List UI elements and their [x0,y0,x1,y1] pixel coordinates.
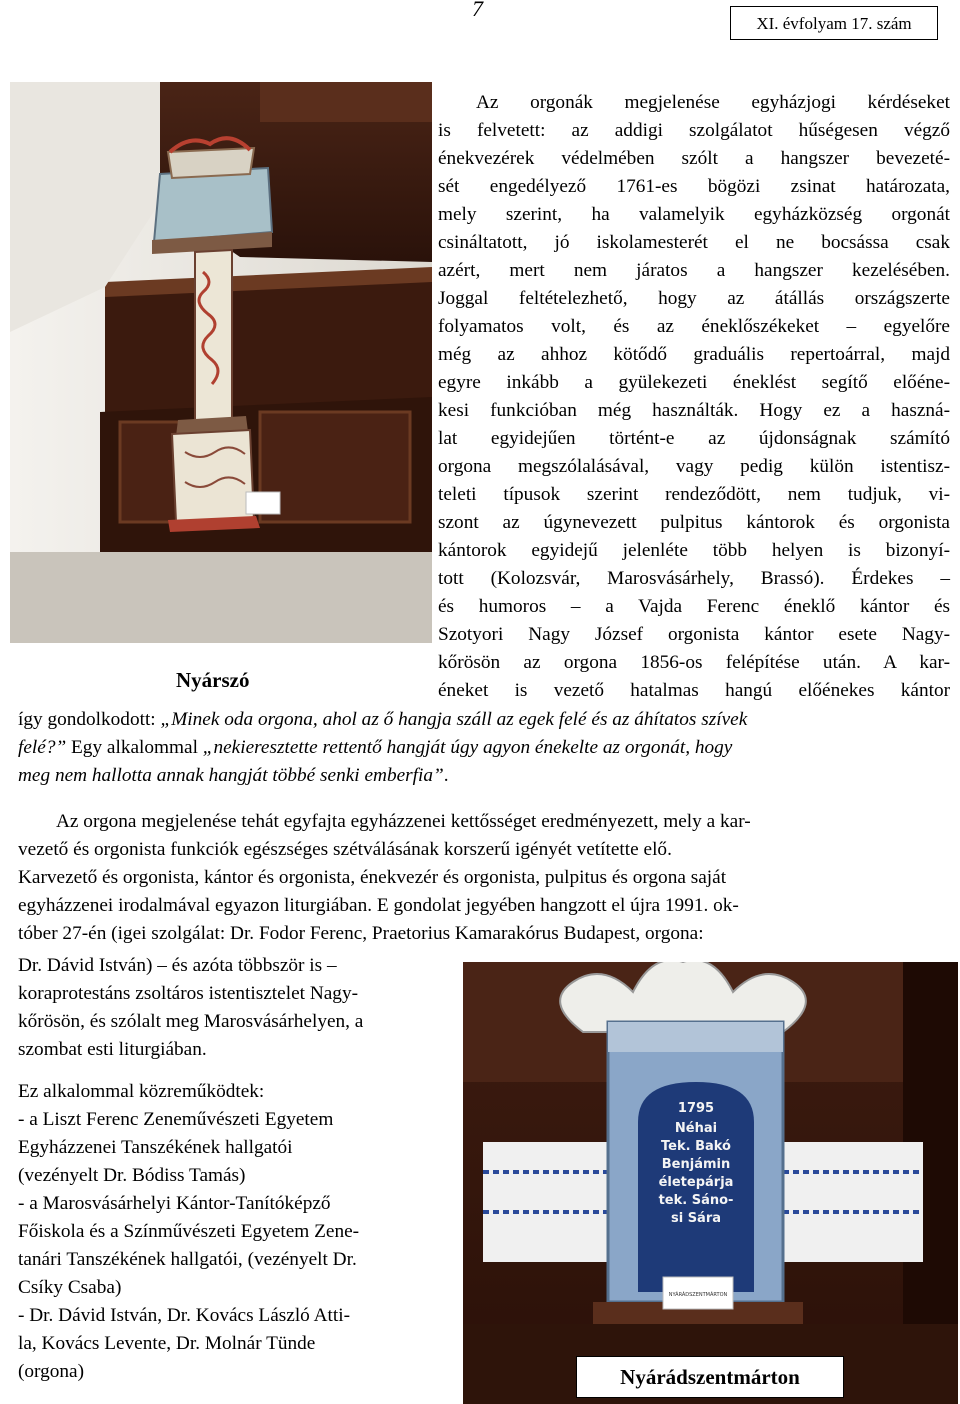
list-item: - Dr. Dávid István, Dr. Kovács László Atti- [18,1305,350,1326]
text-line: is felvetett: az addigi szolgálatot hűségesen végző [438,120,950,141]
photo-nyaradszentmarton [463,962,958,1404]
text-line: kőrösön, és szólalt meg Marosvásárhelyen, a [18,1011,364,1032]
text-line: kőrösön az orgona 1856-os felépítése után. A kar- [438,652,950,673]
text-line: Joggal feltételezhető, hogy az átállás országszerte [438,288,950,309]
list-item: Főiskola és a Színművészeti Egyetem Zene- [18,1221,360,1242]
text-line: azért, mert nem járatos a hangszer kezelésében. [438,260,950,281]
list-heading: Ez alkalommal közreműködtek: [18,1081,265,1102]
list-item: Egyházzenei Tanszékének hallgatói [18,1137,293,1158]
inscription-line: Néhai [674,1121,718,1136]
text-line: Az orgonák megjelenése egyházjogi kérdéseket [476,92,950,113]
quote-line-1 [18,706,747,734]
text-line: Dr. Dávid István) – és azóta többször is – [18,955,337,976]
caption-nyarszo: Nyárszó [176,668,250,692]
text-line: még az ahhoz kötődő graduális repertoárral, majd [438,344,950,365]
text-line: folyamatos volt, és az éneklőszékeket – egyelőre [438,316,950,337]
inscription-line: Tek. Bakó [661,1139,731,1154]
quote-text: „Minek oda orgona, ahol az ő hangja száll az egek felé és az áhítatos szívek [160,709,748,730]
text-line: kesi funkcióban még használták. Hogy ez a haszná- [438,400,950,421]
inscription-line: si Sára [670,1211,722,1226]
text-line: énekvezérek védelmében szólt a hangszer bevezeté- [438,148,950,169]
inscription-line: életepárja [658,1175,734,1190]
text-line: vezető és orgonista funkciók egészséges szétválásának korszerű igényét vetítette elő. [18,839,672,860]
text-line: szombat esti liturgiában. [18,1039,207,1060]
text: Egy alkalommal [66,737,203,758]
text-line: lat egyidejűen történt-e az újdonságnak számító [438,428,950,449]
quote-text: meg nem hallotta annak hangját többé senki emberfia” [18,765,444,786]
photo-nyarszo [10,82,432,643]
list-item: Csíky Csaba) [18,1277,122,1298]
lectern-photo-nyarszo [10,82,432,643]
text-line: teleti típusok szerint rendeződött, nem tudjuk, vi- [438,484,950,505]
list-item: la, Kovács Levente, Dr. Molnár Tünde [18,1333,316,1354]
page-number: 7 [472,0,483,21]
text: . [443,765,449,786]
issue-label: XI. évfolyam 17. szám [730,6,938,40]
text-line: csináltatott, jó iskolamesterét el ne bocsássa csak [438,232,950,253]
text: így gondolkodott: [18,709,161,730]
text-line: sét engedélyező 1761-es bögözi zsinat határozata, [438,176,950,197]
text-line: Karvezető és orgonista, kántor és orgonista, énekvezér és orgonista, pulpitus és orgona saját [18,867,727,888]
lectern-photo-nyaradszentmarton [463,962,958,1404]
inscription-line: 1795 [677,1101,715,1116]
text-line: egyre inkább a gyülekezeti éneklést segítő előéne- [438,372,950,393]
list-item: tanári Tanszékének hallgatói, (vezényelt Dr. [18,1249,357,1270]
text-line: Szotyori Nagy József orgonista kántor esete Nagy- [438,624,950,645]
text-line: orgona megszólalásával, vagy pedig külön istentisz- [438,456,950,477]
list-item: - a Marosvásárhelyi Kántor-Tanítóképző [18,1193,331,1214]
text-line: és humoros – a Vajda Ferenc éneklő kántor és [438,596,950,617]
text-line: Az orgona megjelenése tehát egyfajta egyházzenei kettősséget eredményezett, mely a kar- [56,811,751,832]
quote-line-3 [18,762,449,790]
text-line: tóber 27-én (igei szolgálat: Dr. Fodor Ferenc, Praetorius Kamarakórus Budapest, orgona: [18,923,704,944]
text-line: tott (Kolozsvár, Marosvásárhely, Brassó). Érdekes – [438,568,950,589]
caption-nyaradszentmarton: Nyárádszentmárton [576,1356,844,1398]
quote-text: felé?” [18,737,67,758]
inscription-line: Benjámin [661,1157,731,1172]
quote-line-2 [18,734,732,762]
text-line: koraprotestáns zsoltáros istentisztelet Nagy- [18,983,359,1004]
text-line: kántorok egyidejű jelenléte több helyen is bizonyí- [438,540,950,561]
text-line: mely szerint, ha valamelyik egyházközség orgonát [438,204,950,225]
text-line: szont az úgynevezett pulpitus kántorok és orgonista [438,512,950,533]
label-card: NYÁRÁDSZENTMÁRTON [668,1292,728,1298]
text-line: éneket is vezető hatalmas hangú előénekes kántor [438,680,950,701]
quote-text: „nekieresztette rettentő hangját úgy agyon énekelte az orgonát, hogy [202,737,733,758]
inscription-line: tek. Sáno- [658,1193,734,1208]
text-line: egyházzenei irodalmával egyazon liturgiában. E gondolat jegyében hangzott el újra 1991. ok- [18,895,739,916]
list-item: - a Liszt Ferenc Zeneművészeti Egyetem [18,1109,334,1130]
list-item: (orgona) [18,1361,85,1382]
list-item: (vezényelt Dr. Bódiss Tamás) [18,1165,246,1186]
